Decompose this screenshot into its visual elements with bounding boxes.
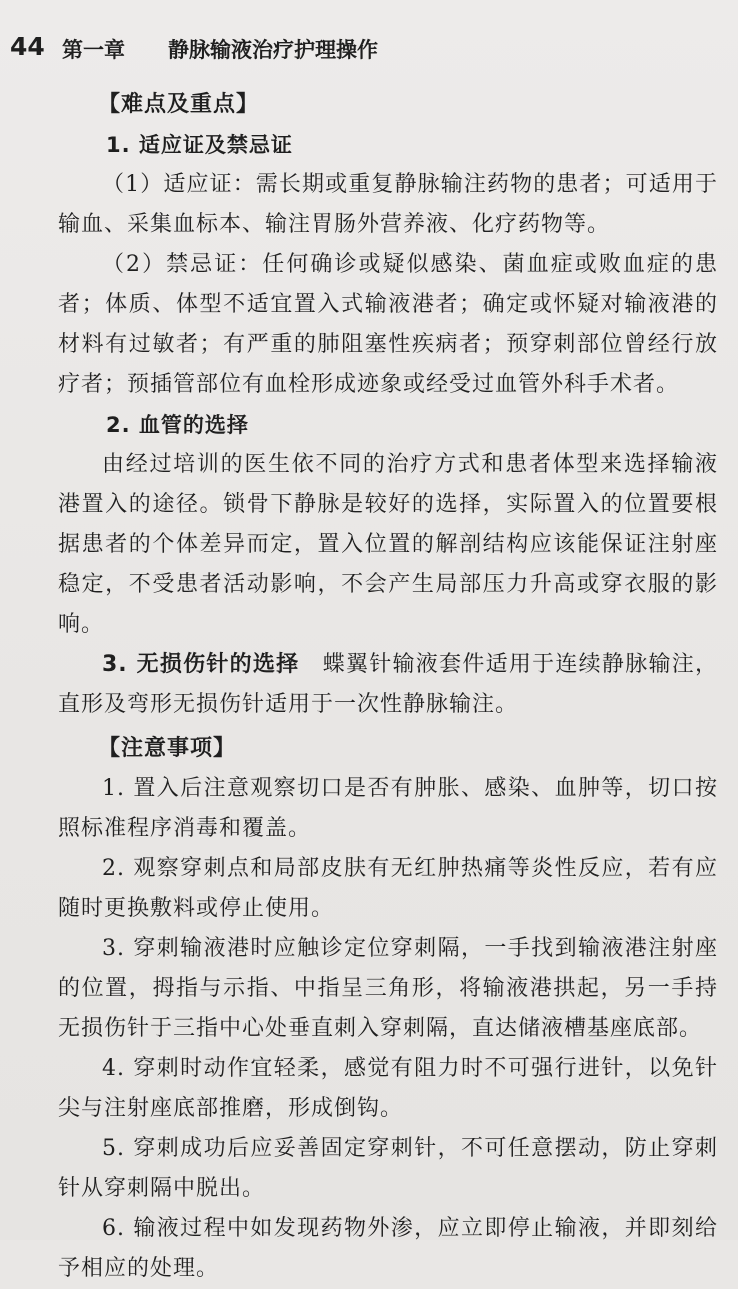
needle-paragraph-text: 蝶翼针输液套件适用于连续静脉输注，直形及弯形无损伤针适用于一次性静脉输注。 — [58, 652, 718, 717]
chapter-title: 静脉输液治疗护理操作 — [168, 38, 378, 62]
needle-paragraph — [58, 645, 718, 725]
page-header — [0, 28, 738, 68]
vessel-paragraph: 由经过培训的医生依不同的治疗方式和患者体型来选择输液港置入的途径。锁骨下静脉是较好的选择，实际置入的位置要根据患者的个体差异而定，置入位置的解剖结构应该能保证注射座稳定，不受患者活动影响，不会产生局部压力升高或穿衣服的影响。 — [58, 452, 718, 637]
note-item: 1. 置入后注意观察切口是否有肿胀、感染、血肿等，切口按照标准程序消毒和覆盖。 — [58, 776, 718, 841]
note-item: 6. 输液过程中如发现药物外渗，应立即停止输液，并即刻给予相应的处理。 — [58, 1216, 718, 1281]
note-item: 5. 穿刺成功后应妥善固定穿刺针，不可任意摆动，防止穿刺针从穿刺隔中脱出。 — [58, 1136, 718, 1201]
indications-paragraph: （1）适应证：需长期或重复静脉输注药物的患者；可适用于输血、采集血标本、输注胃肠外营养液、化疗药物等。 — [58, 172, 718, 237]
note-item: 2. 观察穿刺点和局部皮肤有无红肿热痛等炎性反应，若有应随时更换敷料或停止使用。 — [58, 856, 718, 921]
chapter-label: 第一章 — [62, 38, 125, 62]
indications-heading: 1. 适应证及禁忌证 — [106, 133, 293, 157]
note-item: 3. 穿刺输液港时应触诊定位穿刺隔，一手找到输液港注射座的位置，拇指与示指、中指呈三角形，将输液港拱起，另一手持无损伤针于三指中心处垂直刺入穿刺隔，直达储液槽基座底部。 — [58, 936, 718, 1041]
difficulty-heading: 【难点及重点】 — [98, 92, 260, 117]
page-content — [58, 85, 718, 1289]
notes-heading: 【注意事项】 — [98, 736, 237, 761]
page-number: 44 — [10, 32, 45, 61]
contraindications-paragraph: （2）禁忌证：任何确诊或疑似感染、菌血症或败血症的患者；体质、体型不适宜置入式输液港者；确定或怀疑对输液港的材料有过敏者；有严重的肺阻塞性疾病者；预穿刺部位曾经行放疗者；预插管部位有血栓形成迹象或经受过血管外科手术者。 — [58, 252, 718, 397]
note-item: 4. 穿刺时动作宜轻柔，感觉有阻力时不可强行进针，以免针尖与注射座底部推磨，形成倒钩。 — [58, 1056, 718, 1121]
needle-inline-heading: 3. 无损伤针的选择 — [102, 652, 300, 677]
vessel-heading: 2. 血管的选择 — [106, 413, 249, 437]
